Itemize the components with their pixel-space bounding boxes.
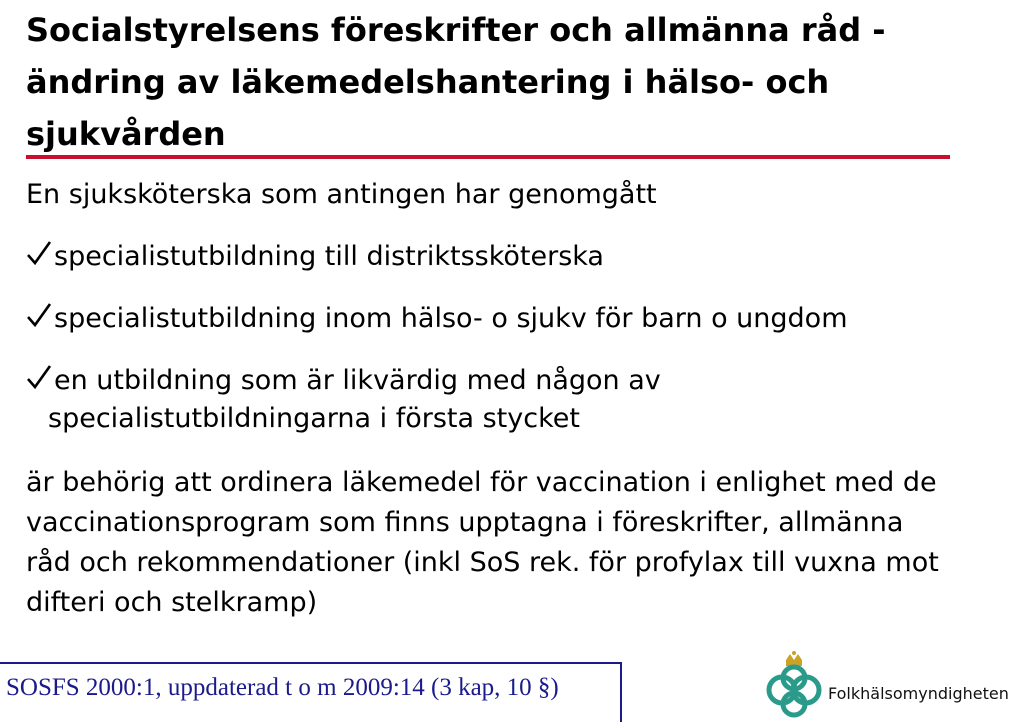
check-icon [26, 362, 56, 392]
logo-wordmark: Folkhälsomyndigheten [828, 684, 1009, 703]
slide-title: Socialstyrelsens föreskrifter och allmänna råd - ändring av läkemedelshantering i hälso- och sjukvården [26, 11, 886, 153]
bullet-text-continuation: specialistutbildningarna i första stycket [48, 403, 580, 434]
crown-icon [786, 651, 802, 666]
bullet-text: en utbildning som är likvärdig med någon av [54, 365, 661, 396]
body-paragraph: är behörig att ordinera läkemedel för vaccination i enlighet med de vaccinationsprogram som finns upptagna i föreskrifter, allmänna råd och rekommendationer (inkl SoS rek. för profylax till vuxna mot difteri och stelkramp) [26, 467, 939, 618]
check-icon [26, 238, 56, 268]
check-icon [26, 300, 56, 330]
intro-text: En sjuksköterska som antingen har genomgått [26, 179, 657, 210]
logo-knot-icon [769, 667, 819, 715]
footer-reference: SOSFS 2000:1, uppdaterad t o m 2009:14 (3 kap, 10 §) [6, 674, 559, 701]
bullet-text: specialistutbildning till distriktssköterska [54, 241, 604, 272]
bullet-text: specialistutbildning inom hälso- o sjukv för barn o ungdom [54, 303, 848, 334]
bullet-item [26, 362, 956, 438]
bullet-item [26, 300, 956, 338]
bullet-item [26, 238, 956, 276]
title-divider [26, 155, 950, 159]
